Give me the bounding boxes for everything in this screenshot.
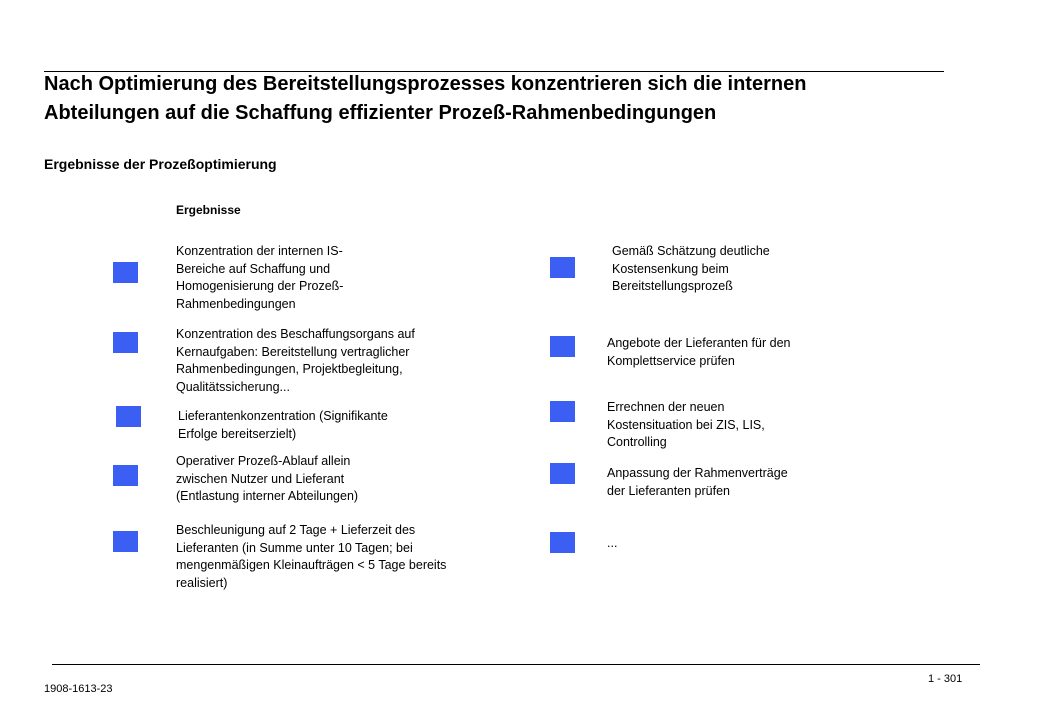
bottom-rule — [52, 664, 980, 665]
column-heading: Ergebnisse — [176, 203, 241, 217]
bullet-marker — [550, 257, 575, 278]
list-item: Beschleunigung auf 2 Tage + Lieferzeit des Lieferanten (in Summe unter 10 Tagen; bei mengenmäßigen Kleinaufträgen < 5 Tage bereits realisiert) — [176, 523, 447, 590]
bullet-marker — [113, 262, 138, 283]
bullet-marker — [116, 406, 141, 427]
bullet-marker — [550, 336, 575, 357]
page-subtitle: Ergebnisse der Prozeßoptimierung — [44, 156, 277, 172]
list-item: Operativer Prozeß-Ablauf allein zwischen Nutzer und Lieferant (Entlastung interner Abteilungen) — [176, 454, 359, 503]
bullet-marker — [113, 332, 138, 353]
list-item: Angebote der Lieferanten für den Komplettservice prüfen — [607, 336, 791, 368]
bullet-marker — [113, 465, 138, 486]
document-id: 1908-1613-23 — [44, 683, 113, 695]
list-item: Konzentration der internen IS- Bereiche auf Schaffung und Homogenisierung der Prozeß- Rahmenbedingungen — [176, 244, 344, 311]
list-item: Gemäß Schätzung deutliche Kostensenkung beim Bereitstellungsprozeß — [612, 244, 770, 293]
list-item: ... — [607, 536, 618, 550]
list-item: Konzentration des Beschaffungsorgans auf Kernaufgaben: Bereitstellung vertraglicher Rahmenbedingungen, Projektbegleitung, Qualitätssicherung... — [176, 327, 415, 394]
list-item: Anpassung der Rahmenverträge der Lieferanten prüfen — [607, 466, 788, 498]
list-item: Lieferantenkonzentration (Signifikante Erfolge bereitserzielt) — [178, 409, 388, 441]
page-title: Nach Optimierung des Bereitstellungsprozesses konzentrieren sich die internen Abteilungen auf die Schaffung effizienter Prozeß-Rahmenbedingungen — [44, 73, 807, 124]
page-number: 1 - 301 — [928, 673, 963, 685]
bullet-marker — [550, 532, 575, 553]
bullet-marker — [550, 463, 575, 484]
bullet-marker — [550, 401, 575, 422]
list-item: Errechnen der neuen Kostensituation bei ZIS, LIS, Controlling — [607, 400, 765, 449]
bullet-marker — [113, 531, 138, 552]
